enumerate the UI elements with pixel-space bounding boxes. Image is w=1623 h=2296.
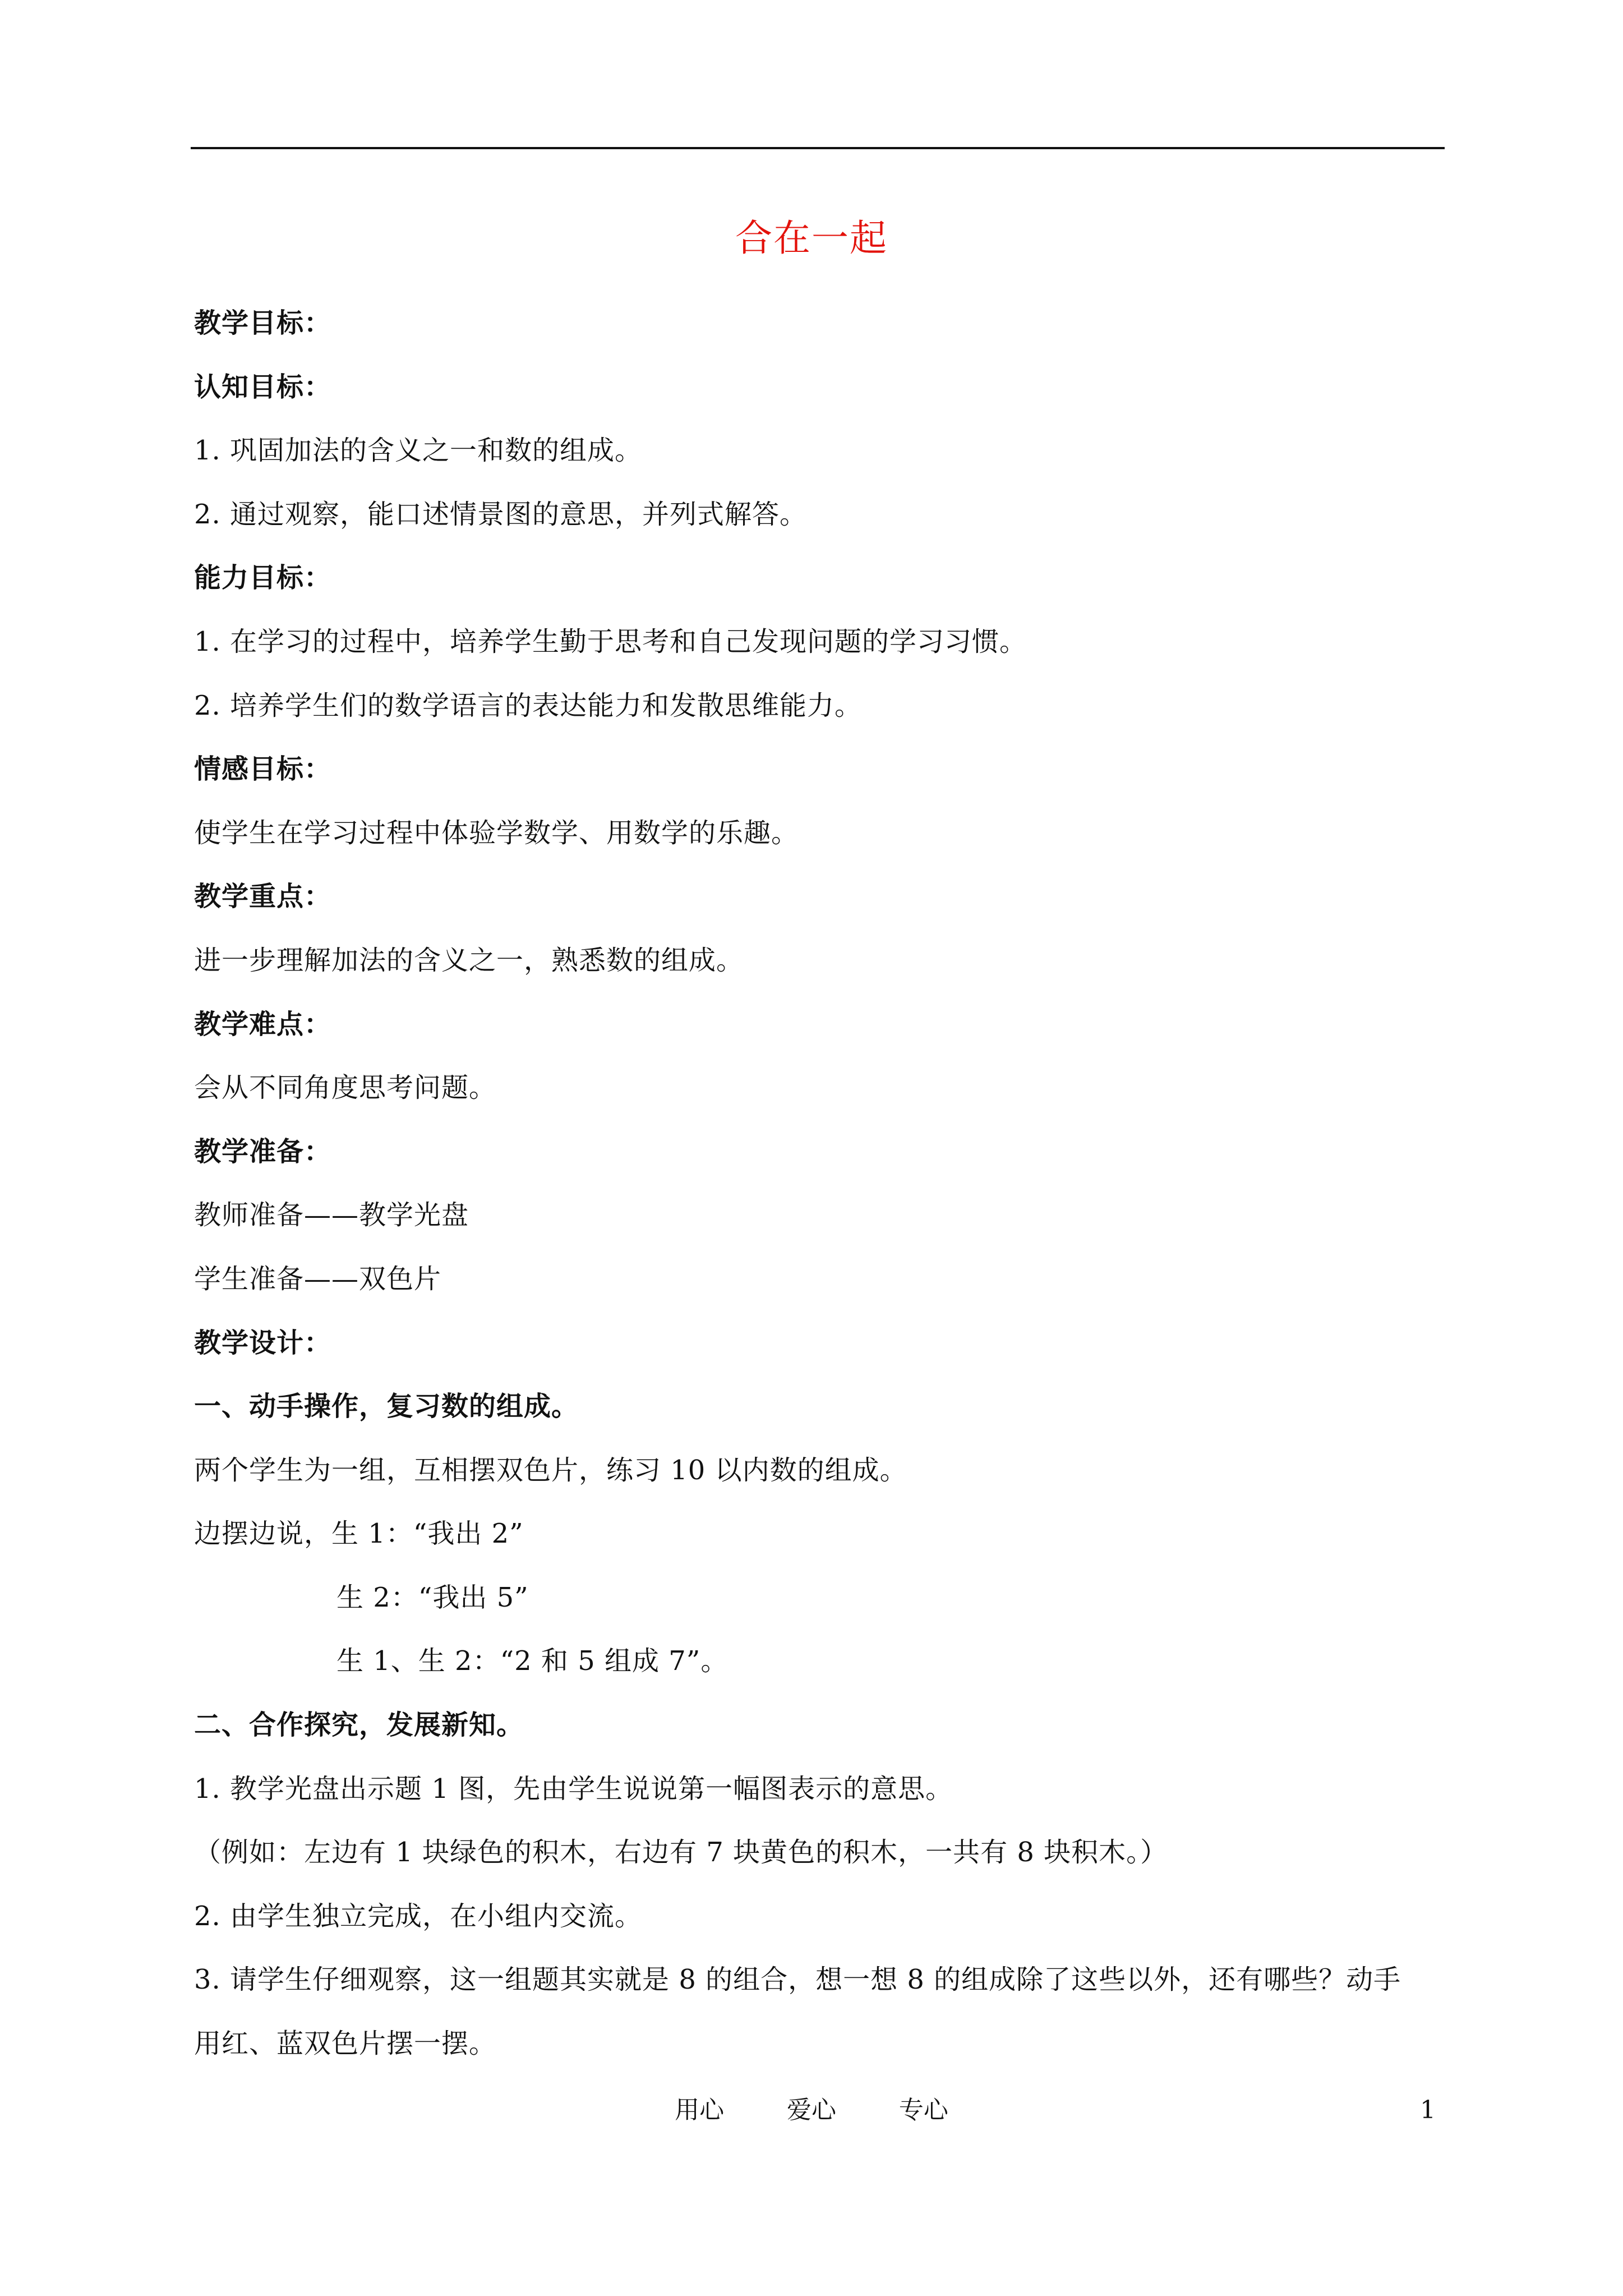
body-line: 教师准备——教学光盘 <box>194 1199 469 1231</box>
header-rule <box>191 147 1445 149</box>
footer-motto: 用心 爱心 专心 <box>675 2096 948 2124</box>
body-line: 情感目标： <box>194 753 332 785</box>
body-line: 进一步理解加法的含义之一，熟悉数的组成。 <box>194 944 744 976</box>
body-line: 教学设计： <box>194 1327 332 1359</box>
body-line: 能力目标： <box>194 562 332 594</box>
body-line: 会从不同角度思考问题。 <box>194 1072 497 1104</box>
body-line: 用红、蓝双色片摆一摆。 <box>194 2028 497 2060</box>
body-line: 使学生在学习过程中体验学数学、用数学的乐趣。 <box>194 817 799 849</box>
body-line: 教学难点： <box>194 1008 332 1040</box>
body-line: 边摆边说，生 1：“我出 2” <box>194 1518 524 1550</box>
body-line: 1. 在学习的过程中，培养学生勤于思考和自己发现问题的学习习惯。 <box>194 625 1027 657</box>
body-line: 2. 培养学生们的数学语言的表达能力和发散思维能力。 <box>194 689 863 721</box>
body-line: 一、动手操作，复习数的组成。 <box>194 1391 579 1423</box>
body-line: 生 1、生 2：“2 和 5 组成 7”。 <box>336 1645 728 1677</box>
page-number: 1 <box>1420 2096 1436 2124</box>
body-line: 二、合作探究，发展新知。 <box>194 1709 524 1741</box>
body-line: 学生准备——双色片 <box>194 1263 442 1295</box>
body-line: 3. 请学生仔细观察，这一组题其实就是 8 的组合，想一想 8 的组成除了这些以外，还有哪些？动手 <box>194 1964 1401 1996</box>
body-line: 1. 巩固加法的含义之一和数的组成。 <box>194 435 643 467</box>
body-line: 2. 由学生独立完成，在小组内交流。 <box>194 1900 643 1932</box>
body-line: 生 2：“我出 5” <box>336 1581 529 1613</box>
body-line: 2. 通过观察，能口述情景图的意思，并列式解答。 <box>194 498 808 530</box>
body-line: 1. 教学光盘出示题 1 图，先由学生说说第一幅图表示的意思。 <box>194 1773 953 1805</box>
document-title: 合在一起 <box>735 217 888 260</box>
body-line: 两个学生为一组，互相摆双色片，练习 10 以内数的组成。 <box>194 1454 907 1486</box>
body-line: （例如：左边有 1 块绿色的积木，右边有 7 块黄色的积木，一共有 8 块积木。） <box>194 1837 1168 1869</box>
body-line: 教学重点： <box>194 881 332 913</box>
body-line: 教学目标： <box>194 307 332 339</box>
body-line: 认知目标： <box>194 371 332 403</box>
document-body <box>194 292 1448 2076</box>
body-line: 教学准备： <box>194 1135 332 1167</box>
